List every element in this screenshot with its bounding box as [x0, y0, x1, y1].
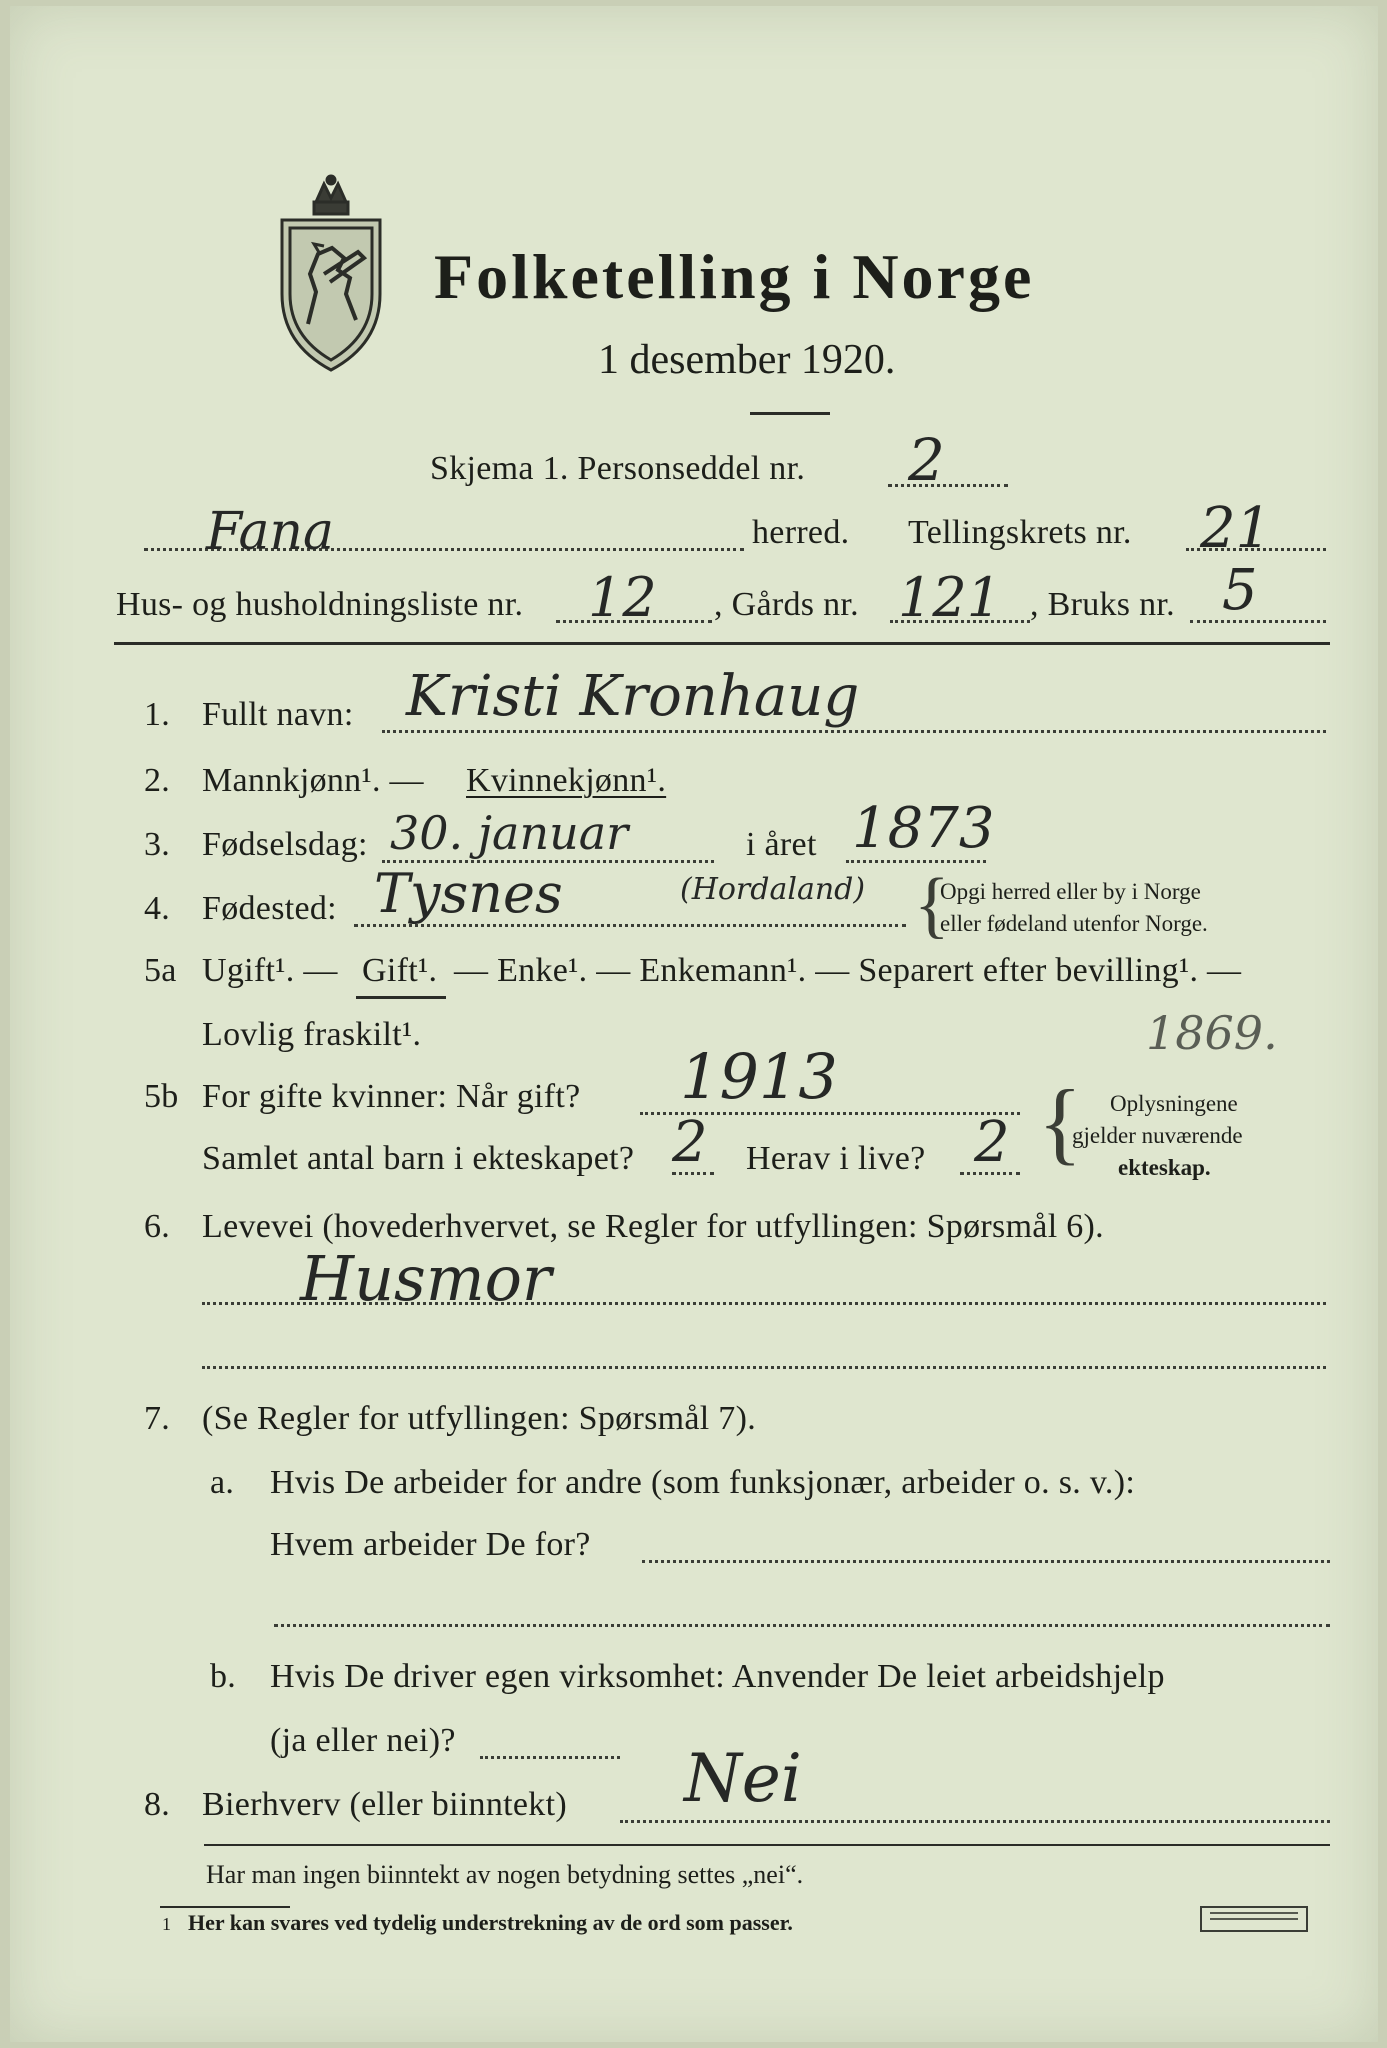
header-divider	[114, 642, 1330, 645]
herred-value: Fana	[206, 502, 335, 562]
q5b-brace: {	[1038, 1071, 1083, 1173]
q5b-note-2: gjelder nuværende	[1072, 1123, 1243, 1148]
birthday-value: 30. januar	[390, 806, 629, 860]
birth-year-value: 1873	[852, 796, 995, 861]
birthplace-note-value: (Hordaland)	[680, 872, 866, 907]
q3-year-label: i året	[746, 826, 817, 863]
coat-of-arms-icon	[272, 174, 390, 374]
q5a-ugift: Ugift¹. —	[202, 952, 338, 989]
tellingskrets-label: Tellingskrets nr.	[908, 514, 1132, 551]
q7a-number: a.	[210, 1464, 235, 1501]
q7b-line	[480, 1756, 620, 1759]
q7b-number: b.	[210, 1658, 237, 1695]
q2-number: 2.	[144, 762, 171, 799]
q7a-line	[642, 1560, 1330, 1563]
q8-line	[620, 1820, 1330, 1823]
bruks-label: , Bruks nr.	[1030, 586, 1175, 623]
q5b-note-1: Oplysningene	[1110, 1091, 1238, 1116]
q5a-gift-underlined: Gift¹.	[362, 952, 438, 989]
q5b-number: 5b	[144, 1078, 179, 1115]
q1-number: 1.	[144, 696, 171, 733]
schema-label: Skjema 1. Personseddel nr.	[430, 450, 806, 487]
margin-note-value: 1869.	[1146, 1006, 1278, 1060]
q8-number: 8.	[144, 1786, 171, 1823]
birthplace-value: Tysnes	[374, 862, 563, 925]
q5b-barn-line	[672, 1172, 714, 1175]
q5a-line2: Lovlig fraskilt¹.	[202, 1016, 422, 1053]
q7a-line-2	[274, 1624, 1330, 1627]
q7b-text: Hvis De driver egen virksomhet: Anvender De leiet arbeidshjelp	[270, 1658, 1165, 1695]
occupation-value: Husmor	[300, 1242, 552, 1315]
q4-note-2: eller fødeland utenfor Norge.	[940, 911, 1208, 936]
q7b-line2: (ja eller nei)?	[270, 1722, 456, 1759]
q5b-barn-label: Samlet antal barn i ekteskapet?	[202, 1140, 635, 1177]
footnote-mark: 1	[162, 1914, 171, 1934]
census-date: 1 desember 1920.	[598, 337, 896, 383]
side-income-value: Nei	[684, 1740, 802, 1817]
bruks-value: 5	[1222, 558, 1258, 623]
gards-value: 121	[898, 566, 1002, 629]
q5b-note-3: ekteskap.	[1118, 1155, 1211, 1180]
herred-label: herred.	[752, 514, 850, 551]
q7a-text: Hvis De arbeider for andre (som funksjonær, arbeider o. s. v.):	[270, 1464, 1136, 1501]
hus-value: 12	[588, 566, 657, 629]
census-form-sheet	[10, 6, 1378, 2042]
printer-stamp	[1200, 1906, 1308, 1932]
q7-number: 7.	[144, 1400, 171, 1437]
footer-note: Har man ingen biinntekt av nogen betydning settes „nei“.	[206, 1860, 804, 1889]
q1-label: Fullt navn:	[202, 696, 354, 733]
q5b-live-label: Herav i live?	[746, 1140, 926, 1177]
q4-note-1: Opgi herred eller by i Norge	[940, 879, 1201, 904]
personseddel-nr-value: 2	[908, 426, 945, 494]
married-year-value: 1913	[680, 1040, 838, 1113]
q4-number: 4.	[144, 890, 171, 927]
personseddel-line	[888, 484, 1008, 487]
q6-label: Levevei (hovederhvervet, se Regler for utfyllingen: Spørsmål 6).	[202, 1208, 1104, 1245]
form-title: Folketelling i Norge	[434, 241, 1035, 312]
q6-number: 6.	[144, 1208, 171, 1245]
hus-label: Hus- og husholdningsliste nr.	[116, 586, 524, 623]
q2-female-underlined: Kvinnekjønn¹.	[466, 762, 667, 799]
q3-label: Fødselsdag:	[202, 826, 368, 863]
footnote-text: Her kan svares ved tydelig understrekning av de ord som passer.	[188, 1910, 793, 1935]
q6-line-1	[202, 1302, 1326, 1305]
q4-label: Fødested:	[202, 890, 337, 927]
gards-label: , Gårds nr.	[714, 586, 859, 623]
footnote-divider	[160, 1906, 290, 1908]
q2-male: Mannkjønn¹. —	[202, 762, 424, 799]
q3-number: 3.	[144, 826, 171, 863]
q5b-label: For gifte kvinner: Når gift?	[202, 1078, 581, 1115]
q5a-rest: — Enke¹. — Enkemann¹. — Separert efter bevilling¹. —	[454, 952, 1242, 989]
q1-line	[382, 730, 1326, 733]
q4-brace: {	[914, 864, 950, 946]
gift-underline	[356, 996, 446, 999]
bruks-line	[1190, 620, 1326, 623]
title-divider	[750, 412, 830, 415]
tellingskrets-value: 21	[1200, 496, 1272, 561]
q7-label: (Se Regler for utfyllingen: Spørsmål 7).	[202, 1400, 757, 1437]
q7a-line2: Hvem arbeider De for?	[270, 1526, 591, 1563]
q5a-number: 5a	[144, 952, 177, 989]
footer-divider	[204, 1844, 1330, 1846]
q6-line-2	[202, 1366, 1326, 1369]
children-alive-value: 2	[974, 1110, 1010, 1175]
full-name-value: Kristi Kronhaug	[406, 664, 860, 729]
children-total-value: 2	[672, 1110, 708, 1175]
q8-label: Bierhverv (eller biinntekt)	[202, 1786, 567, 1823]
